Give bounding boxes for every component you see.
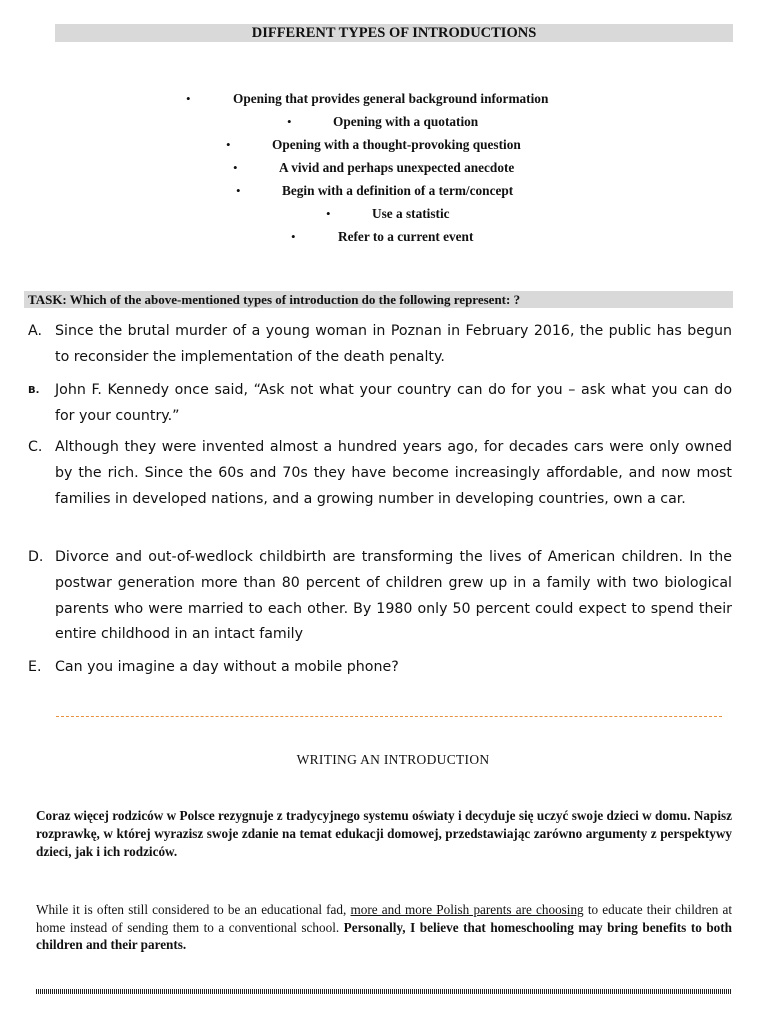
bullet-icon: • — [287, 114, 292, 129]
polish-prompt: Coraz więcej rodziców w Polsce rezygnuje z tradycyjnego systemu oświaty i decyduje się uczyć swoje dzieci w domu. Napisz rozprawkę, w której wyrazisz swoje zdanie na temat edukacji domowej, przedstawiając zarówno argumenty z perspektywy dzieci, jak i ich rodziców. — [36, 808, 732, 859]
list-item: • A vivid and perhaps unexpected anecdote — [233, 160, 515, 175]
bullet-icon: • — [233, 160, 238, 175]
bullet-icon: • — [186, 91, 191, 106]
question-a — [28, 319, 732, 371]
bullet-icon: • — [226, 137, 231, 152]
question-text: Can you imagine a day without a mobile phone? — [55, 659, 399, 675]
thesis-statement: Personally, I believe that homeschooling may bring benefits to both children and their parents. — [36, 919, 732, 952]
list-item: • Use a statistic — [326, 206, 450, 221]
question-text: John F. Kennedy once said, “Ask not what your country can do for you – ask what you can do for your country.” — [55, 382, 732, 424]
question-e — [28, 655, 732, 681]
question-letter: A. — [28, 323, 42, 339]
question-c — [28, 435, 732, 512]
bullet-icon: • — [326, 206, 331, 221]
question-letter: B. — [28, 385, 40, 396]
dashed-divider — [56, 716, 722, 717]
question-text: Although they were invented almost a hundred years ago, for decades cars were only owned by the rich. Since the 60s and 70s they have become increasingly affordable, and now most families in developed nations, and a growing number in developing countries, own a car. — [55, 439, 732, 507]
example-introduction: While it is often still considered to be an educational fad, more and more Polish parents are choosing to educate their children at home instead of sending them to a conventional school. Personally, I believe that homeschooling may bring benefits to both children and their parents. — [36, 902, 733, 952]
task-heading: TASK: Which of the above-mentioned types of introduction do the following represent: ? — [24, 291, 733, 308]
underlined-phrase: more and more Polish parents are choosing — [350, 902, 584, 917]
question-letter: E. — [28, 659, 42, 675]
list-item: • Opening that provides general background information — [186, 91, 549, 106]
question-d — [28, 545, 732, 648]
bullet-icon: • — [291, 229, 296, 244]
list-item: • Begin with a definition of a term/concept — [236, 183, 514, 198]
introduction-types-list — [0, 90, 768, 251]
question-letter: C. — [28, 439, 43, 455]
question-text: Since the brutal murder of a young woman in Poznan in February 2016, the public has begun to reconsider the implementation of the death penalty. — [55, 323, 732, 365]
list-item: • Refer to a current event — [291, 229, 474, 244]
question-text: Divorce and out-of-wedlock childbirth are transforming the lives of American children. In the postwar generation more than 80 percent of children grew up in a family with two biological parents who were married to each other. By 1980 only 50 percent could expect to spend their entire childhood in an intact family — [55, 549, 732, 643]
question-b — [28, 378, 732, 430]
question-letter: D. — [28, 549, 44, 565]
page-title: DIFFERENT TYPES OF INTRODUCTIONS — [55, 24, 733, 42]
list-item: • Opening with a quotation — [287, 114, 479, 129]
bottom-divider — [36, 989, 732, 994]
section-title: WRITING AN INTRODUCTION — [296, 752, 490, 767]
list-item: • Opening with a thought-provoking question — [226, 137, 521, 152]
bullet-icon: • — [236, 183, 241, 198]
